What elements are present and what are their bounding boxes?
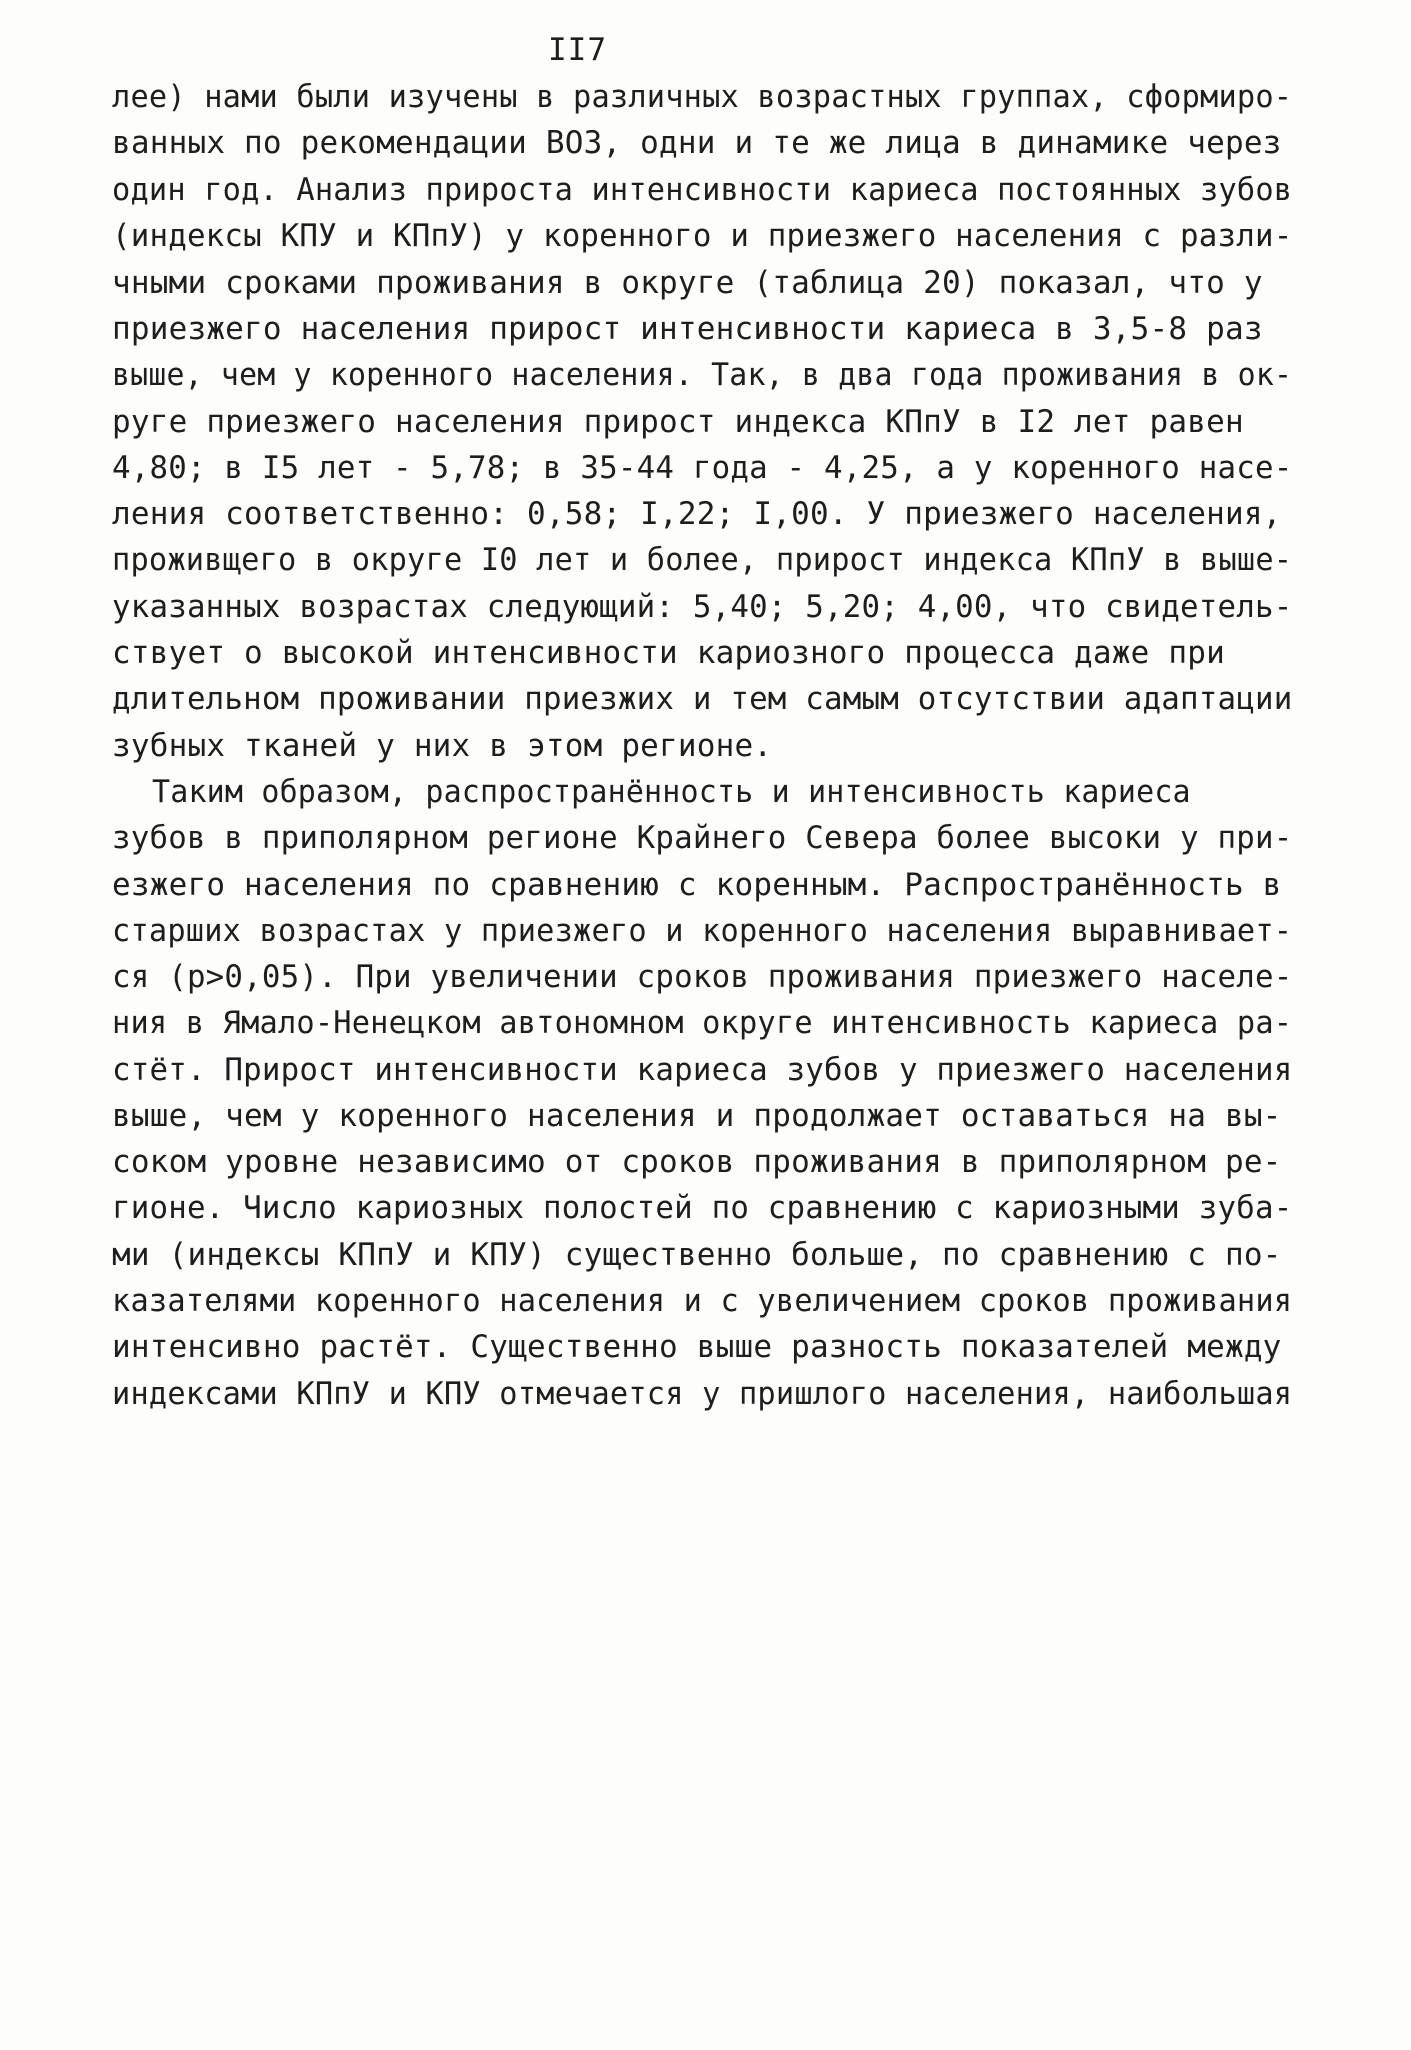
text-line: казателями коренного населения и с увеличением сроков проживания: [112, 1283, 1293, 1319]
text-line: индексами КПпУ и КПУ отмечается у пришлого населения, наибольшая: [112, 1376, 1293, 1412]
text-line: ми (индексы КПпУ и КПУ) существенно больше, по сравнению с по-: [112, 1237, 1282, 1273]
text-line: ствует о высокой интенсивности кариозного процесса даже при: [112, 635, 1225, 671]
text-line: зубных тканей у них в этом регионе.: [112, 728, 773, 764]
text-line: стёт. Прирост интенсивности кариеса зубов у приезжего населения: [112, 1052, 1293, 1088]
text-line: гионе. Число кариозных полостей по сравнению с кариозными зуба-: [112, 1190, 1293, 1226]
text-line: езжего населения по сравнению с коренным. Распространённость в: [112, 867, 1282, 903]
text-line: руге приезжего населения прирост индекса КПпУ в I2 лет равен: [112, 404, 1244, 440]
text-line: ния в Ямало-Ненецком автономном округе интенсивность кариеса ра-: [112, 1005, 1293, 1041]
page-number: II7: [548, 32, 607, 68]
text-line: лее) нами были изучены в различных возрастных группах, сформиро-: [112, 79, 1293, 115]
text-line: чными сроками проживания в округе (таблица 20) показал, что у: [112, 265, 1263, 301]
text-line: один год. Анализ прироста интенсивности кариеса постоянных зубов: [112, 172, 1293, 208]
text-line: приезжего населения прирост интенсивности кариеса в 3,5-8 раз: [112, 311, 1263, 347]
text-line: указанных возрастах следующий: 5,40; 5,20; 4,00, что свидетель-: [112, 589, 1293, 625]
text-line: ванных по рекомендации ВОЗ, одни и те же лица в динамике через: [112, 125, 1282, 161]
text-line: ся (p>0,05). При увеличении сроков проживания приезжего населе-: [112, 959, 1293, 995]
text-line: старших возрастах у приезжего и коренного населения выравнивает-: [112, 913, 1293, 949]
text-line: (индексы КПУ и КПпУ) у коренного и приезжего населения с разли-: [112, 218, 1293, 254]
text-line: Таким образом, распространённость и интенсивность кариеса: [152, 774, 1191, 810]
text-line: выше, чем у коренного населения и продолжает оставаться на вы-: [112, 1098, 1282, 1134]
text-line: длительном проживании приезжих и тем самым отсутствии адаптации: [112, 681, 1293, 717]
text-line: 4,80; в I5 лет - 5,78; в 35-44 года - 4,25, а у коренного насе-: [112, 450, 1293, 486]
text-line: проживщего в округе I0 лет и более, прирост индекса КПпУ в выше-: [112, 542, 1293, 578]
text-line: соком уровне независимо от сроков проживания в приполярном ре-: [112, 1144, 1282, 1180]
text-line: зубов в приполярном регионе Крайнего Севера более высоки у при-: [112, 820, 1293, 856]
text-line: интенсивно растёт. Существенно выше разность показателей между: [112, 1329, 1282, 1365]
text-line: ления соответственно: 0,58; I,22; I,00. У приезжего населения,: [112, 496, 1282, 532]
text-line: выше, чем у коренного населения. Так, в два года проживания в ок-: [112, 357, 1293, 393]
